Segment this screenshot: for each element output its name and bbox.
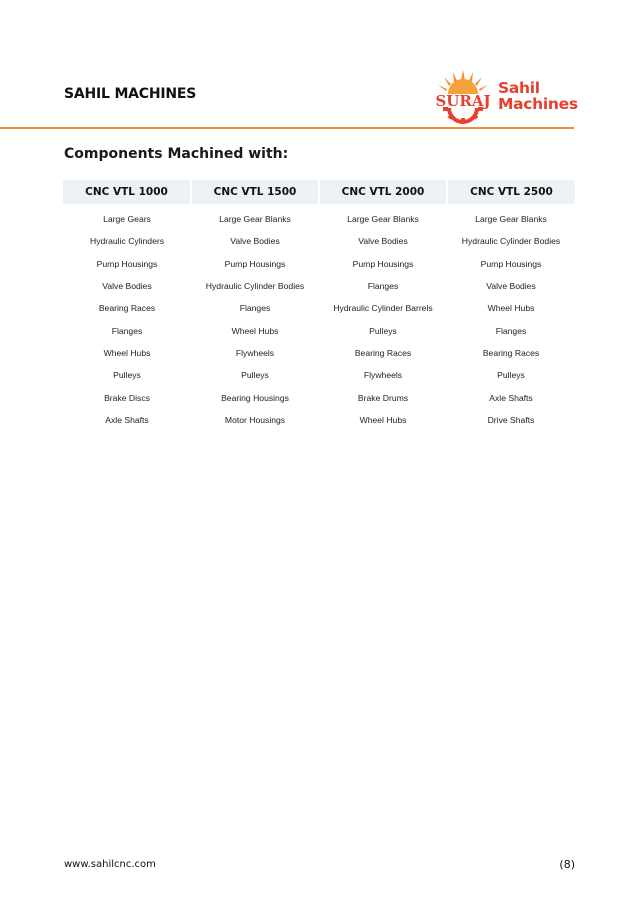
table-cell: Large Gear Blanks [475, 214, 547, 225]
table-cell: Flanges [367, 281, 399, 292]
table-cell: Bearing Races [482, 347, 540, 358]
page-number: (8) [559, 858, 575, 871]
table-cell: Hydraulic Cylinders [89, 236, 165, 247]
column-header: CNC VTL 2000 [319, 180, 447, 204]
table-cell: Large Gear Blanks [347, 214, 419, 225]
table-cell: Wheel Hubs [103, 347, 151, 358]
company-logo [432, 70, 582, 124]
column-header: CNC VTL 1000 [63, 180, 191, 204]
table-cell: Hydraulic Cylinder Barrels [333, 303, 433, 314]
table-cell: Wheel Hubs [487, 303, 535, 314]
table-row [63, 319, 575, 341]
table-cell: Pulleys [369, 325, 397, 336]
column-header: CNC VTL 1500 [191, 180, 319, 204]
table-cell: Motor Housings [224, 414, 286, 425]
components-table [63, 180, 575, 431]
table-cell: Flywheels [235, 347, 275, 358]
table-cell: Pump Housings [352, 258, 414, 269]
table-cell: Wheel Hubs [359, 414, 407, 425]
table-row [63, 297, 575, 319]
table-cell: Flanges [239, 303, 271, 314]
table-row [63, 386, 575, 408]
table-cell: Large Gears [103, 214, 151, 225]
column-header: CNC VTL 2500 [447, 180, 575, 204]
table-cell: Axle Shafts [489, 392, 533, 403]
table-row [63, 409, 575, 431]
sun-gear-icon [432, 70, 494, 124]
footer-website: www.sahilcnc.com [64, 859, 156, 870]
logo-line-1: Sahil [498, 79, 540, 97]
page-header-title: SAHIL MACHINES [64, 86, 197, 102]
table-row [63, 204, 575, 230]
table-cell: Valve Bodies [358, 236, 408, 247]
table-cell: Drive Shafts [487, 414, 535, 425]
table-cell: Pump Housings [224, 258, 286, 269]
table-cell: Pump Housings [480, 258, 542, 269]
table-cell: Pulleys [241, 370, 269, 381]
table-cell: Valve Bodies [230, 236, 280, 247]
table-cell: Hydraulic Cylinder Bodies [461, 236, 561, 247]
table-cell: Axle Shafts [105, 414, 149, 425]
table-cell: Wheel Hubs [231, 325, 279, 336]
table-cell: Large Gear Blanks [219, 214, 291, 225]
table-cell: Bearing Races [98, 303, 156, 314]
table-row [63, 253, 575, 275]
table-cell: Brake Drums [357, 392, 409, 403]
section-title: Components Machined with: [64, 146, 289, 162]
logo-mark-text: SURAJ [435, 92, 491, 110]
table-cell: Brake Discs [104, 392, 150, 403]
table-cell: Hydraulic Cylinder Bodies [205, 281, 305, 292]
table-row [63, 364, 575, 386]
table-row [63, 275, 575, 297]
header-divider [0, 127, 574, 129]
table-cell: Pump Housings [96, 258, 158, 269]
table-cell: Flanges [111, 325, 143, 336]
table-cell: Pulleys [113, 370, 141, 381]
table-row [63, 342, 575, 364]
table-cell: Valve Bodies [102, 281, 152, 292]
logo-line-2: Machines [498, 95, 578, 113]
table-header-row [63, 180, 575, 204]
table-cell: Flywheels [363, 370, 403, 381]
table-cell: Valve Bodies [486, 281, 536, 292]
table-cell: Pulleys [497, 370, 525, 381]
table-cell: Flanges [495, 325, 527, 336]
table-cell: Bearing Races [354, 347, 412, 358]
table-row [63, 230, 575, 252]
table-cell: Bearing Housings [221, 392, 289, 403]
